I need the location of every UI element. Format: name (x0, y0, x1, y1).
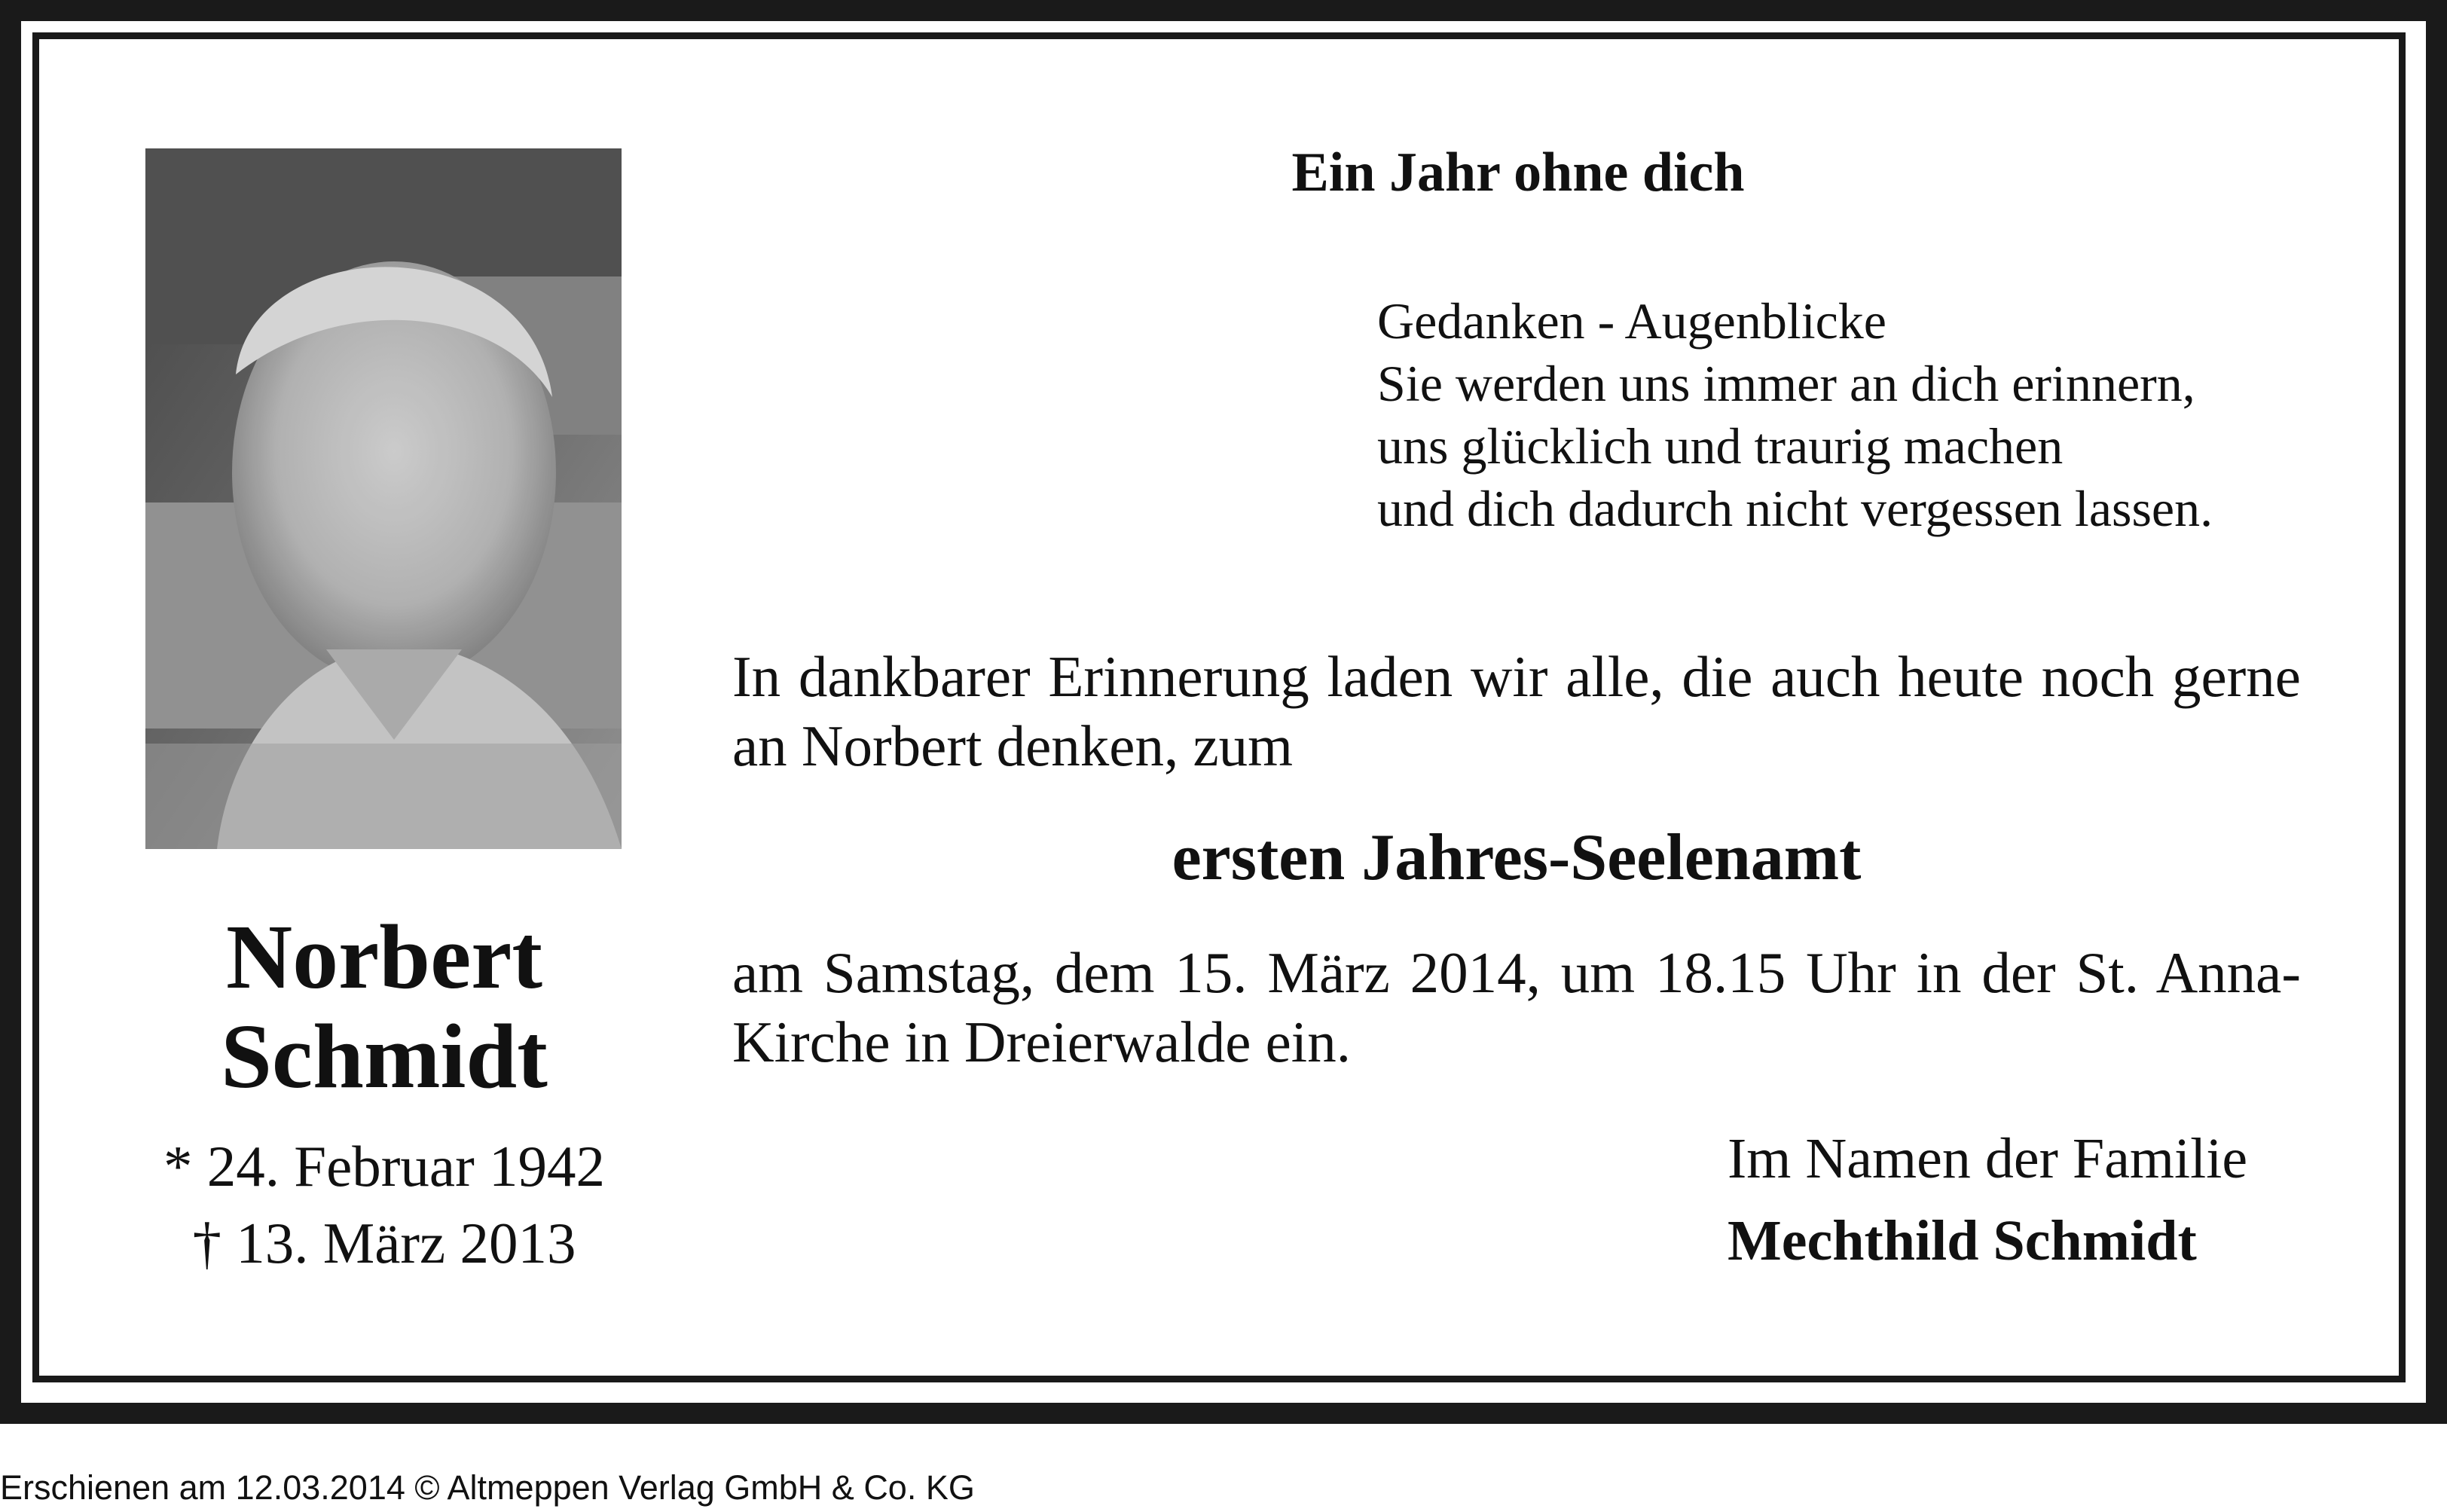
poem-line: und dich dadurch nicht vergessen lassen. (1377, 480, 2213, 537)
obituary-heading: Ein Jahr ohne dich (1291, 142, 1745, 203)
service-details: am Samstag, dem 15. März 2014, um 18.15 Uhr in der St. Anna-Kirche in Dreierwalde ein. (732, 940, 2301, 1074)
family-signer: Mechthild Schmidt (1728, 1209, 2197, 1272)
poem-line: uns glücklich und traurig machen (1377, 417, 2064, 475)
memorial-poem (1377, 290, 2357, 540)
poem-line: Gedanken - Augenblicke (1377, 292, 1886, 350)
deceased-first-name: Norbert (225, 906, 543, 1008)
deceased-last-name: Schmidt (221, 1006, 548, 1107)
invitation-text: In dankbarer Erinnerung laden wir alle, die auch heute noch gerne an Norbert denken, zum (732, 644, 2301, 778)
birth-date: * 24. Februar 1942 (163, 1134, 605, 1199)
publication-footer: Erschienen am 12.03.2014 © Altmeppen Verlag GmbH & Co. KG (0, 1468, 975, 1507)
portrait-photo (145, 148, 622, 849)
service-title: ersten Jahres-Seelenamt (1172, 821, 1862, 894)
death-date: † 13. März 2013 (192, 1211, 576, 1275)
family-closing: Im Namen der Familie (1728, 1127, 2248, 1190)
poem-line: Sie werden uns immer an dich erinnern, (1377, 355, 2195, 412)
